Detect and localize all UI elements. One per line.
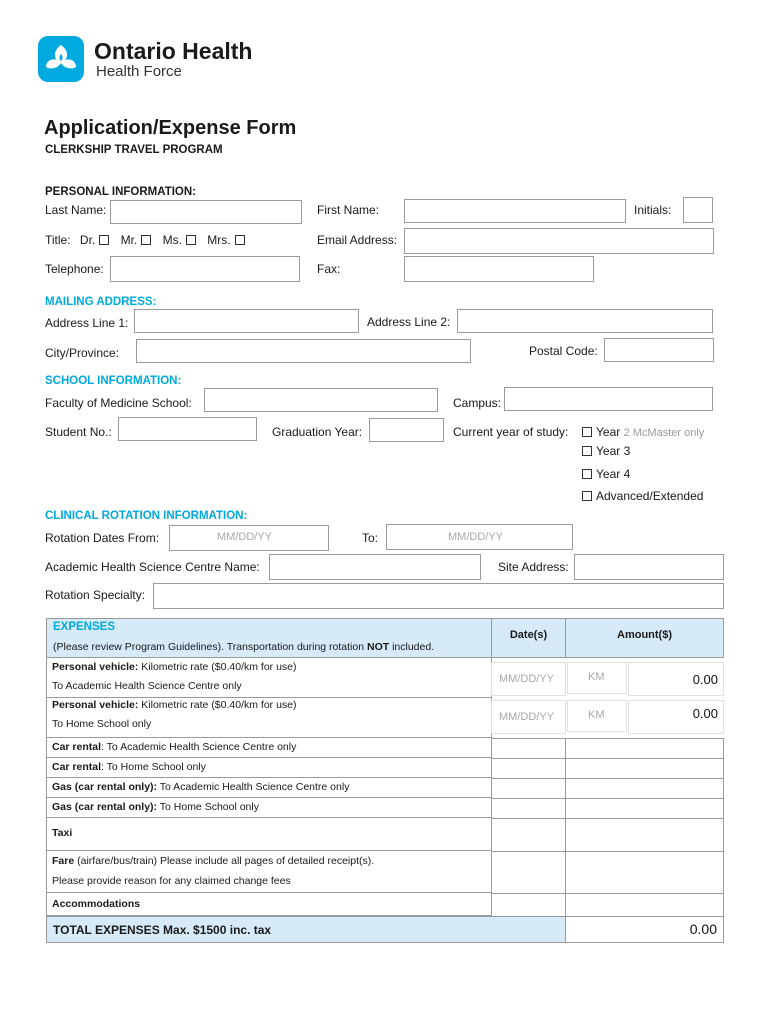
pv1-date-input[interactable]	[491, 662, 566, 696]
pv1-rate: Kilometric rate ($0.40/km for use)	[138, 661, 297, 673]
divider	[46, 697, 492, 698]
email-input[interactable]	[404, 228, 714, 254]
pv2-amount-input[interactable]	[628, 700, 724, 734]
initials-input[interactable]	[683, 197, 713, 223]
date-from-placeholder: MM/DD/YY	[217, 531, 272, 543]
address-line1-input[interactable]	[134, 309, 359, 333]
postal-input[interactable]	[604, 338, 714, 362]
dates-col-header	[491, 618, 566, 658]
brand-name: Ontario Health	[94, 38, 253, 64]
year4-label: Year 4	[596, 467, 631, 481]
pv1-km-input[interactable]	[567, 662, 627, 694]
date-to-input[interactable]	[386, 524, 573, 550]
amount-col-label: Amount($)	[617, 629, 672, 641]
telephone-input[interactable]	[110, 256, 300, 282]
campus-label: Campus:	[453, 396, 502, 410]
last-name-input[interactable]	[110, 200, 302, 224]
fare-text2: Please provide reason for any claimed change fees	[52, 875, 291, 887]
last-name-label: Last Name:	[45, 203, 107, 217]
pv2-date-placeholder: MM/DD/YY	[499, 711, 554, 723]
address-line2-input[interactable]	[457, 309, 713, 333]
title-mr: Mr.	[120, 233, 138, 247]
postal-label: Postal Code:	[529, 344, 598, 358]
student-no-input[interactable]	[118, 417, 257, 441]
address-line1-label: Address Line 1:	[45, 316, 129, 330]
fare-text: (airfare/bus/train) Please include all pages of detailed receipt(s).	[74, 855, 375, 867]
personal-heading: PERSONAL INFORMATION:	[45, 186, 196, 198]
year2-option[interactable]	[582, 425, 704, 439]
fax-label: Fax:	[317, 262, 341, 276]
form-title: Application/Expense Form	[44, 117, 297, 139]
pv2-label: Personal vehicle:	[52, 699, 139, 711]
faculty-input[interactable]	[204, 388, 438, 412]
divider	[46, 757, 492, 758]
gas2-text: To Home School only	[157, 801, 259, 813]
accommodations-label: Accommodations	[52, 898, 141, 910]
divider	[46, 797, 492, 798]
amount-col-header	[565, 618, 724, 658]
car2-date[interactable]	[491, 758, 566, 779]
divider	[46, 737, 492, 738]
date-from-input[interactable]	[169, 525, 329, 551]
pv1-km-placeholder: KM	[588, 671, 605, 683]
pv1-amount: 0.00	[692, 672, 718, 687]
total-amount: 0.00	[689, 921, 717, 937]
checkbox-year4[interactable]	[582, 469, 592, 479]
specialty-label: Rotation Specialty:	[45, 588, 146, 602]
year2-note: 2 McMaster only	[623, 427, 705, 439]
dates-col-label: Date(s)	[509, 629, 548, 641]
city-label: City/Province:	[45, 346, 120, 360]
checkbox-dr[interactable]	[99, 235, 109, 245]
current-year-label: Current year of study:	[453, 425, 569, 439]
specialty-input[interactable]	[153, 583, 724, 609]
title-ms: Ms.	[162, 233, 182, 247]
accommodations-date[interactable]	[491, 893, 566, 917]
logo	[38, 36, 84, 82]
date-to-placeholder: MM/DD/YY	[448, 531, 503, 543]
fare-amount[interactable]	[565, 851, 724, 894]
gas1-label: Gas (car rental only):	[52, 781, 158, 793]
fare-label: Fare	[52, 855, 75, 867]
checkbox-year2[interactable]	[582, 427, 592, 437]
fare-date[interactable]	[491, 851, 566, 894]
mailing-heading: MAILING ADDRESS:	[45, 296, 157, 308]
taxi-label: Taxi	[52, 827, 73, 839]
fax-input[interactable]	[404, 256, 594, 282]
gas1-amount[interactable]	[565, 778, 724, 799]
expenses-note-post: included.	[389, 641, 435, 653]
advanced-option[interactable]	[582, 489, 703, 503]
car2-label: Car rental	[52, 761, 102, 773]
title-label	[45, 233, 245, 247]
email-label: Email Address:	[317, 233, 398, 247]
total-amount-input[interactable]	[565, 916, 724, 943]
address-line2-label: Address Line 2:	[367, 315, 451, 329]
title-mrs: Mrs.	[207, 233, 231, 247]
first-name-input[interactable]	[404, 199, 626, 223]
initials-label: Initials:	[634, 203, 672, 217]
pv2-date-input[interactable]	[491, 700, 566, 734]
faculty-label: Faculty of Medicine School:	[45, 396, 192, 410]
pv1-label: Personal vehicle:	[52, 661, 139, 673]
pv1-row	[52, 661, 297, 673]
expenses-note-bold: NOT	[367, 641, 390, 653]
pv2-row	[52, 699, 297, 711]
gas2-row	[52, 801, 259, 813]
pv1-amount-input[interactable]	[628, 662, 724, 696]
car1-text: : To Academic Health Science Centre only	[101, 741, 297, 753]
divider	[46, 777, 492, 778]
divider	[46, 850, 492, 851]
city-input[interactable]	[136, 339, 471, 363]
expenses-note-pre: (Please review Program Guidelines). Transportation during rotation	[53, 641, 367, 653]
expenses-header	[46, 618, 492, 658]
pv2-km-placeholder: KM	[588, 709, 605, 721]
campus-input[interactable]	[504, 387, 713, 411]
grad-year-input[interactable]	[369, 418, 444, 442]
pv1-date-placeholder: MM/DD/YY	[499, 673, 554, 685]
pv2-rate: Kilometric rate ($0.40/km for use)	[138, 699, 297, 711]
brand-subtitle: Health Force	[96, 63, 182, 80]
advanced-label: Advanced/Extended	[596, 489, 704, 503]
checkbox-ms[interactable]	[186, 235, 196, 245]
grad-year-label: Graduation Year:	[272, 425, 363, 439]
gas1-date[interactable]	[491, 778, 566, 799]
accommodations-amount[interactable]	[565, 893, 724, 917]
year2-label: Year	[596, 425, 621, 439]
year3-label: Year 3	[596, 444, 631, 458]
car1-date[interactable]	[491, 738, 566, 759]
to-label: To:	[362, 531, 379, 545]
expenses-heading: EXPENSES	[53, 621, 115, 633]
trillium-icon	[38, 36, 84, 82]
student-no-label: Student No.:	[45, 425, 112, 439]
dates-from-label: Rotation Dates From:	[45, 531, 160, 545]
taxi-date[interactable]	[491, 818, 566, 852]
checkbox-mrs[interactable]	[235, 235, 245, 245]
school-heading: SCHOOL INFORMATION:	[45, 375, 182, 387]
title-text: Title:	[45, 233, 71, 247]
pv1-dest: To Academic Health Science Centre only	[52, 680, 242, 692]
form-subtitle: CLERKSHIP TRAVEL PROGRAM	[45, 144, 223, 156]
car1-amount[interactable]	[565, 738, 724, 759]
total-row	[46, 916, 566, 943]
centre-input[interactable]	[269, 554, 481, 580]
expenses-note	[53, 641, 434, 653]
car2-row	[52, 761, 206, 773]
fare-row	[52, 855, 374, 867]
clinical-heading: CLINICAL ROTATION INFORMATION:	[45, 510, 248, 522]
divider	[46, 892, 492, 893]
gas1-row	[52, 781, 349, 793]
car1-label: Car rental	[52, 741, 102, 753]
centre-label: Academic Health Science Centre Name:	[45, 560, 260, 574]
gas2-label: Gas (car rental only):	[52, 801, 158, 813]
gas2-amount[interactable]	[565, 798, 724, 819]
car2-amount[interactable]	[565, 758, 724, 779]
pv2-amount: 0.00	[692, 706, 718, 721]
taxi-amount[interactable]	[565, 818, 724, 852]
site-label: Site Address:	[498, 560, 569, 574]
site-input[interactable]	[574, 554, 724, 580]
title-dr: Dr.	[79, 233, 96, 247]
divider	[46, 817, 492, 818]
pv2-dest: To Home School only	[52, 718, 152, 730]
checkbox-mr[interactable]	[141, 235, 151, 245]
year4-option[interactable]	[582, 467, 630, 481]
year3-option[interactable]	[582, 444, 630, 458]
gas2-date[interactable]	[491, 798, 566, 819]
checkbox-year3[interactable]	[582, 446, 592, 456]
pv2-km-input[interactable]	[567, 700, 627, 732]
checkbox-advanced[interactable]	[582, 491, 592, 501]
first-name-label: First Name:	[317, 203, 380, 217]
gas1-text: To Academic Health Science Centre only	[157, 781, 350, 793]
telephone-label: Telephone:	[45, 262, 104, 276]
car1-row	[52, 741, 296, 753]
total-label: TOTAL EXPENSES Max. $1500 inc. tax	[53, 923, 272, 937]
car2-text: : To Home School only	[101, 761, 206, 773]
